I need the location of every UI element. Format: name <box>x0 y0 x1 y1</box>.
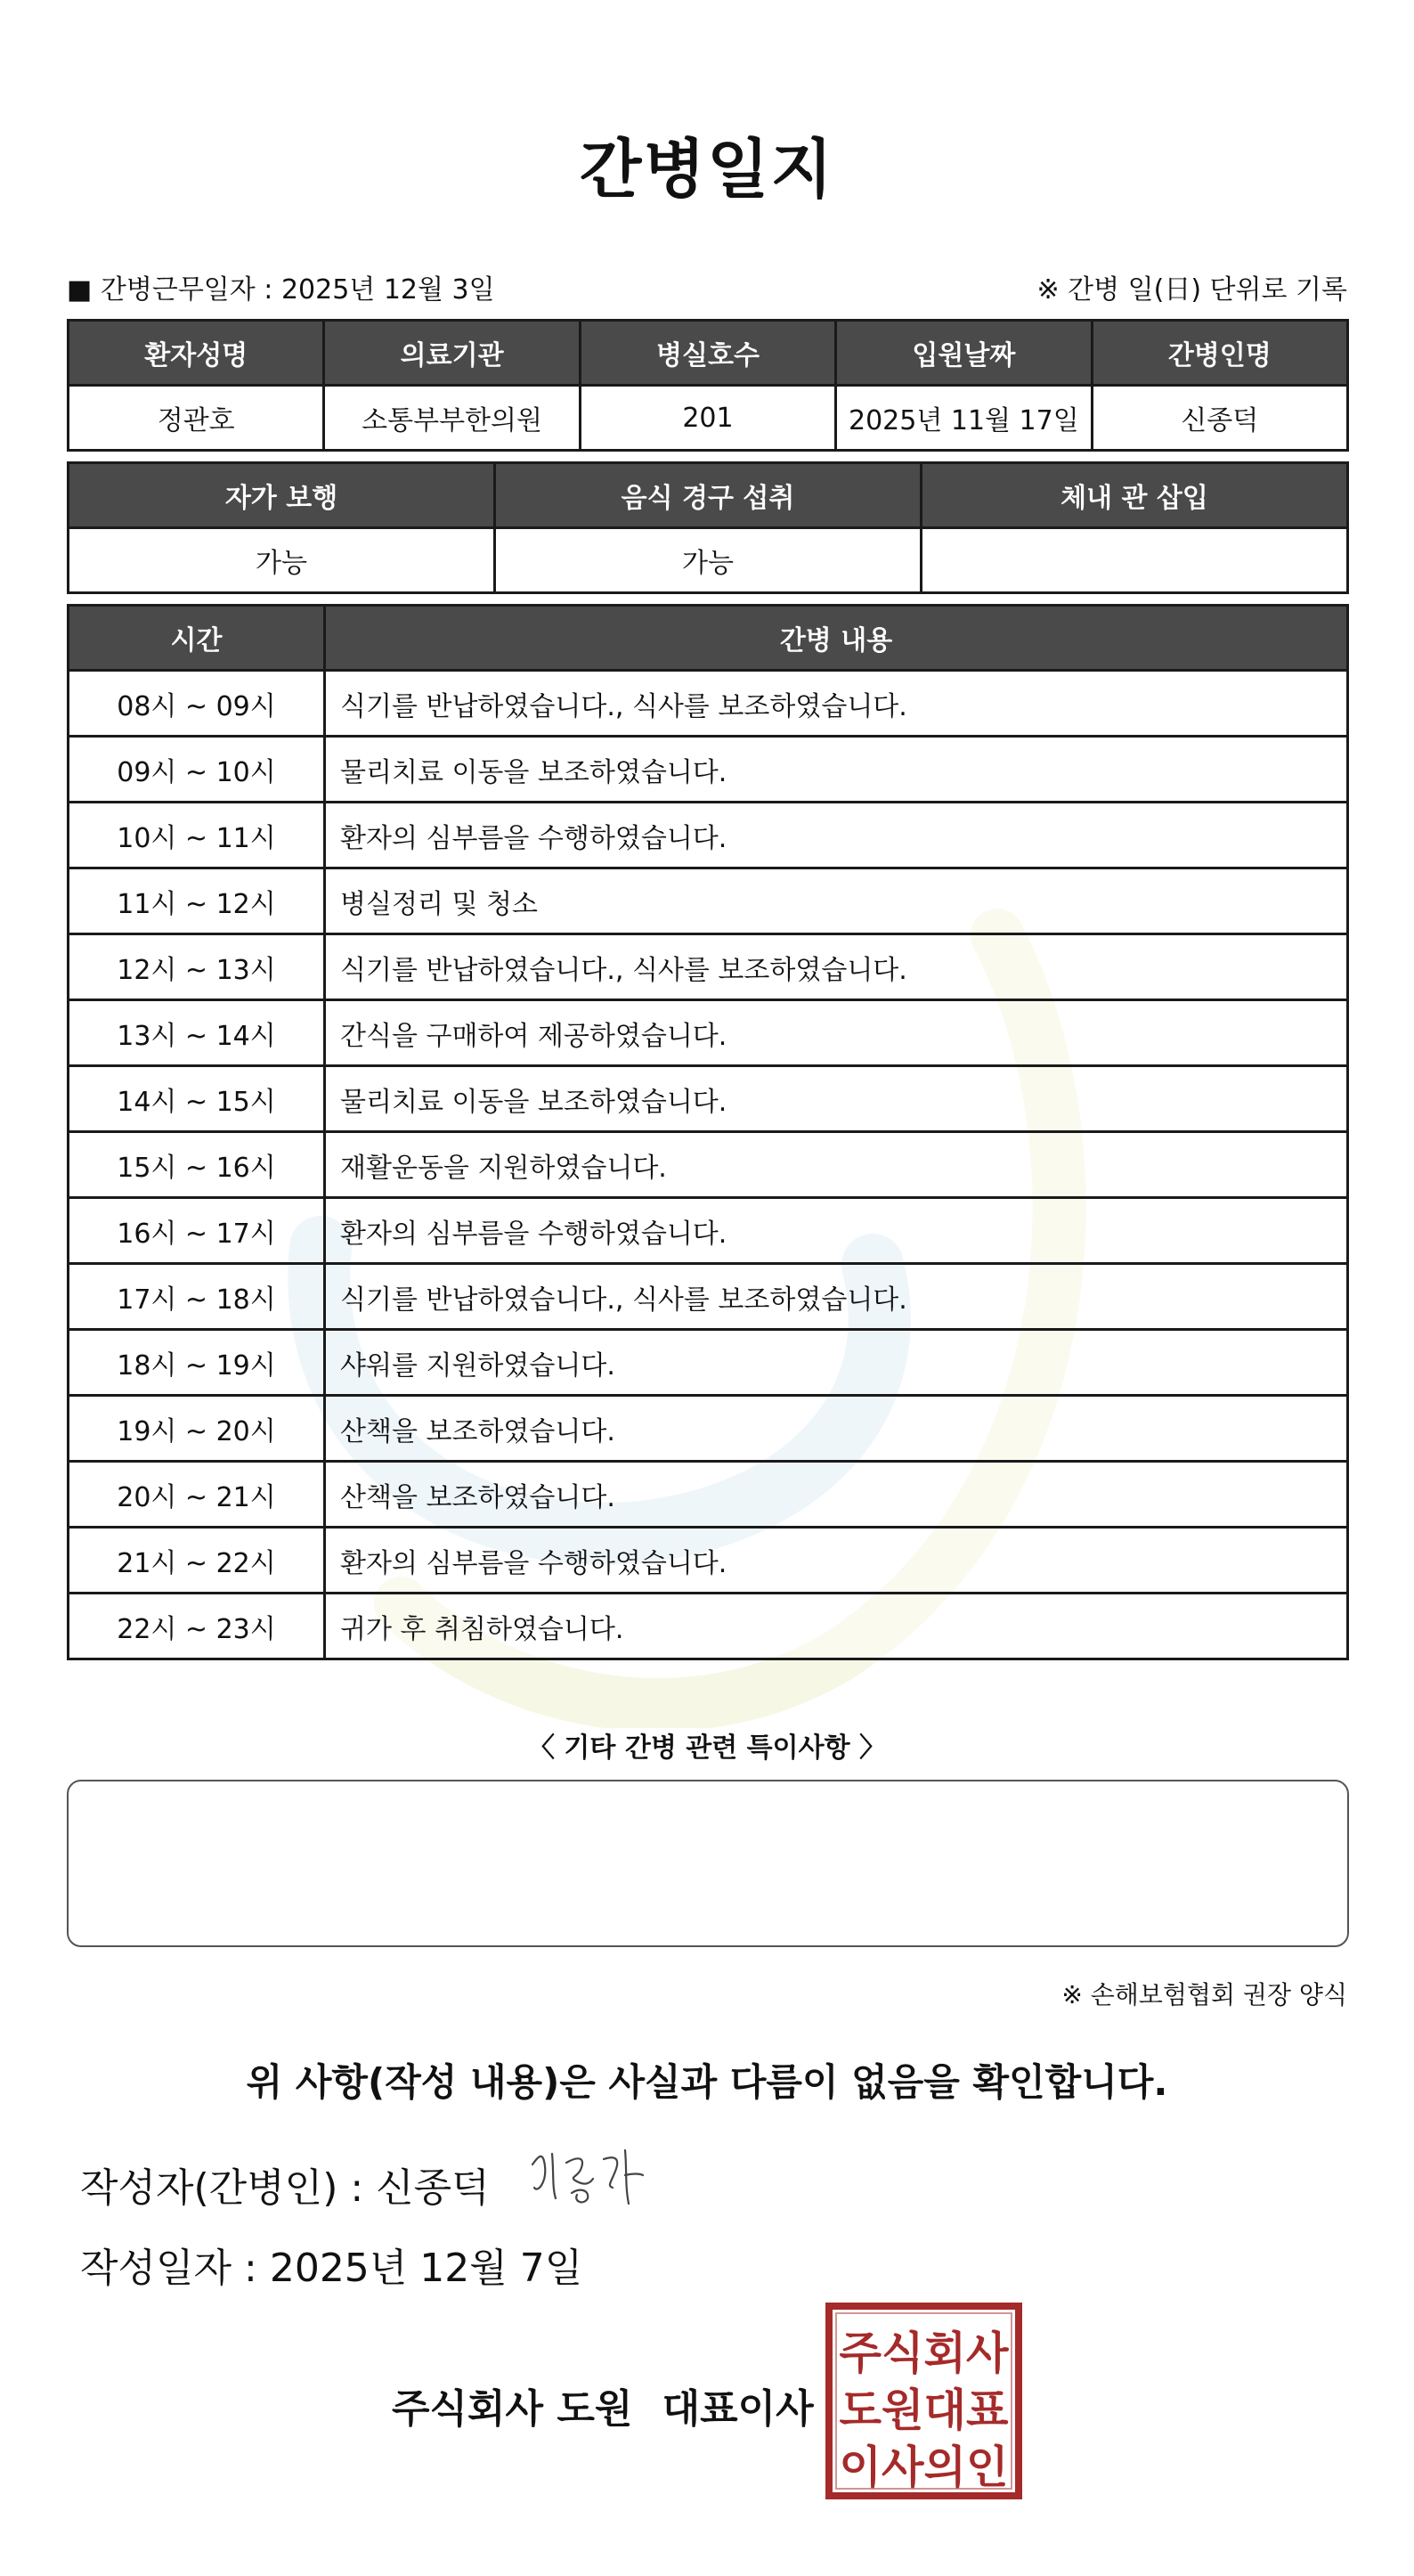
table-row <box>69 1528 1348 1594</box>
log-time: 21시 ~ 22시 <box>69 1528 325 1594</box>
ceo-title: 대표이사 <box>662 2386 814 2432</box>
log-time: 14시 ~ 15시 <box>69 1066 325 1132</box>
header-walking: 자가 보행 <box>69 463 495 528</box>
log-time: 10시 ~ 11시 <box>69 803 325 868</box>
patient-status-table <box>67 461 1349 594</box>
log-time: 18시 ~ 19시 <box>69 1330 325 1396</box>
handwritten-signature <box>525 2138 659 2209</box>
log-time: 12시 ~ 13시 <box>69 934 325 1000</box>
tube-value <box>922 528 1348 593</box>
log-time: 08시 ~ 09시 <box>69 671 325 737</box>
header-tube: 체내 관 삽입 <box>922 463 1348 528</box>
care-log-body <box>69 671 1348 1659</box>
work-date-value: 2025년 12월 3일 <box>280 274 495 306</box>
log-content: 간식을 구매하여 제공하였습니다. <box>325 1000 1348 1066</box>
table-row <box>69 803 1348 868</box>
log-time: 16시 ~ 17시 <box>69 1198 325 1264</box>
log-time: 17시 ~ 18시 <box>69 1264 325 1330</box>
log-content: 식기를 반납하였습니다., 식사를 보조하였습니다. <box>325 671 1348 737</box>
special-notes-box <box>67 1780 1349 1947</box>
writer-name: 신종덕 <box>376 2165 490 2211</box>
admission-date: 2025년 11월 17일 <box>836 386 1092 451</box>
header-caregiver: 간병인명 <box>1092 321 1347 386</box>
header-room: 병실호수 <box>580 321 835 386</box>
log-content: 환자의 심부름을 수행하였습니다. <box>325 1198 1348 1264</box>
write-date-line <box>80 2236 582 2293</box>
table-row <box>69 1330 1348 1396</box>
log-time: 11시 ~ 12시 <box>69 868 325 934</box>
svg-text:이사의인: 이사의인 <box>839 2441 1009 2493</box>
company-seal-icon <box>824 2301 1024 2501</box>
table-row <box>69 1264 1348 1330</box>
header-oral-intake: 음식 경구 섭취 <box>495 463 922 528</box>
patient-info-table <box>67 319 1349 452</box>
table-row <box>69 1132 1348 1198</box>
table-row <box>69 737 1348 803</box>
log-content: 샤워를 지원하였습니다. <box>325 1330 1348 1396</box>
header-admission-date: 입원날짜 <box>836 321 1092 386</box>
log-content: 물리치료 이동을 보조하였습니다. <box>325 737 1348 803</box>
header-patient-name: 환자성명 <box>69 321 324 386</box>
table-row <box>69 1000 1348 1066</box>
writer-line <box>80 2156 490 2213</box>
company-name: 주식회사 도원 <box>392 2386 633 2432</box>
header-hospital: 의료기관 <box>324 321 580 386</box>
record-note: ※ 간병 일(日) 단위로 기록 <box>1036 274 1347 306</box>
table-row <box>69 671 1348 737</box>
log-content: 식기를 반납하였습니다., 식사를 보조하였습니다. <box>325 934 1348 1000</box>
hospital: 소통부부한의원 <box>324 386 580 451</box>
room-number: 201 <box>580 386 835 451</box>
special-notes-title: 〈 기타 간병 관련 특이사항 〉 <box>527 1732 887 1764</box>
log-time: 09시 ~ 10시 <box>69 737 325 803</box>
svg-text:도원대표: 도원대표 <box>839 2384 1010 2436</box>
log-time: 15시 ~ 16시 <box>69 1132 325 1198</box>
log-content: 재활운동을 지원하였습니다. <box>325 1132 1348 1198</box>
table-row <box>69 934 1348 1000</box>
log-content: 산책을 보조하였습니다. <box>325 1462 1348 1528</box>
log-content: 환자의 심부름을 수행하였습니다. <box>325 803 1348 868</box>
header-care-content: 간병 내용 <box>325 606 1348 671</box>
log-content: 귀가 후 취침하였습니다. <box>325 1594 1348 1659</box>
confirmation-statement: 위 사항(작성 내용)은 사실과 다름이 없음을 확인합니다. <box>246 2060 1168 2104</box>
log-content: 병실정리 및 청소 <box>325 868 1348 934</box>
table-row <box>69 1198 1348 1264</box>
walking-value: 가능 <box>69 528 495 593</box>
care-log-table <box>67 604 1349 1660</box>
log-content: 식기를 반납하였습니다., 식사를 보조하였습니다. <box>325 1264 1348 1330</box>
footer-note: ※ 손해보험협회 권장 양식 <box>1061 1980 1347 2009</box>
write-date-value: 2025년 12월 7일 <box>269 2246 583 2291</box>
patient-name: 정관호 <box>69 386 324 451</box>
work-date <box>67 267 495 306</box>
table-row <box>69 1066 1348 1132</box>
log-content: 산책을 보조하였습니다. <box>325 1396 1348 1462</box>
table-row <box>69 868 1348 934</box>
table-row <box>69 1396 1348 1462</box>
caregiver-name: 신종덕 <box>1092 386 1347 451</box>
log-time: 13시 ~ 14시 <box>69 1000 325 1066</box>
write-date-label: 작성일자 : <box>80 2246 257 2291</box>
oral-intake-value: 가능 <box>495 528 922 593</box>
log-time: 19시 ~ 20시 <box>69 1396 325 1462</box>
page-title: 간병일지 <box>579 132 835 207</box>
writer-label: 작성자(간병인) : <box>80 2165 364 2211</box>
header-time: 시간 <box>69 606 325 671</box>
log-time: 20시 ~ 21시 <box>69 1462 325 1528</box>
log-time: 22시 ~ 23시 <box>69 1594 325 1659</box>
work-date-label: ■ 간병근무일자 : <box>67 274 273 306</box>
company-line <box>392 2376 814 2433</box>
table-row <box>69 1594 1348 1659</box>
log-content: 물리치료 이동을 보조하였습니다. <box>325 1066 1348 1132</box>
table-row <box>69 1462 1348 1528</box>
log-content: 환자의 심부름을 수행하였습니다. <box>325 1528 1348 1594</box>
svg-text:주식회사: 주식회사 <box>839 2327 1010 2379</box>
